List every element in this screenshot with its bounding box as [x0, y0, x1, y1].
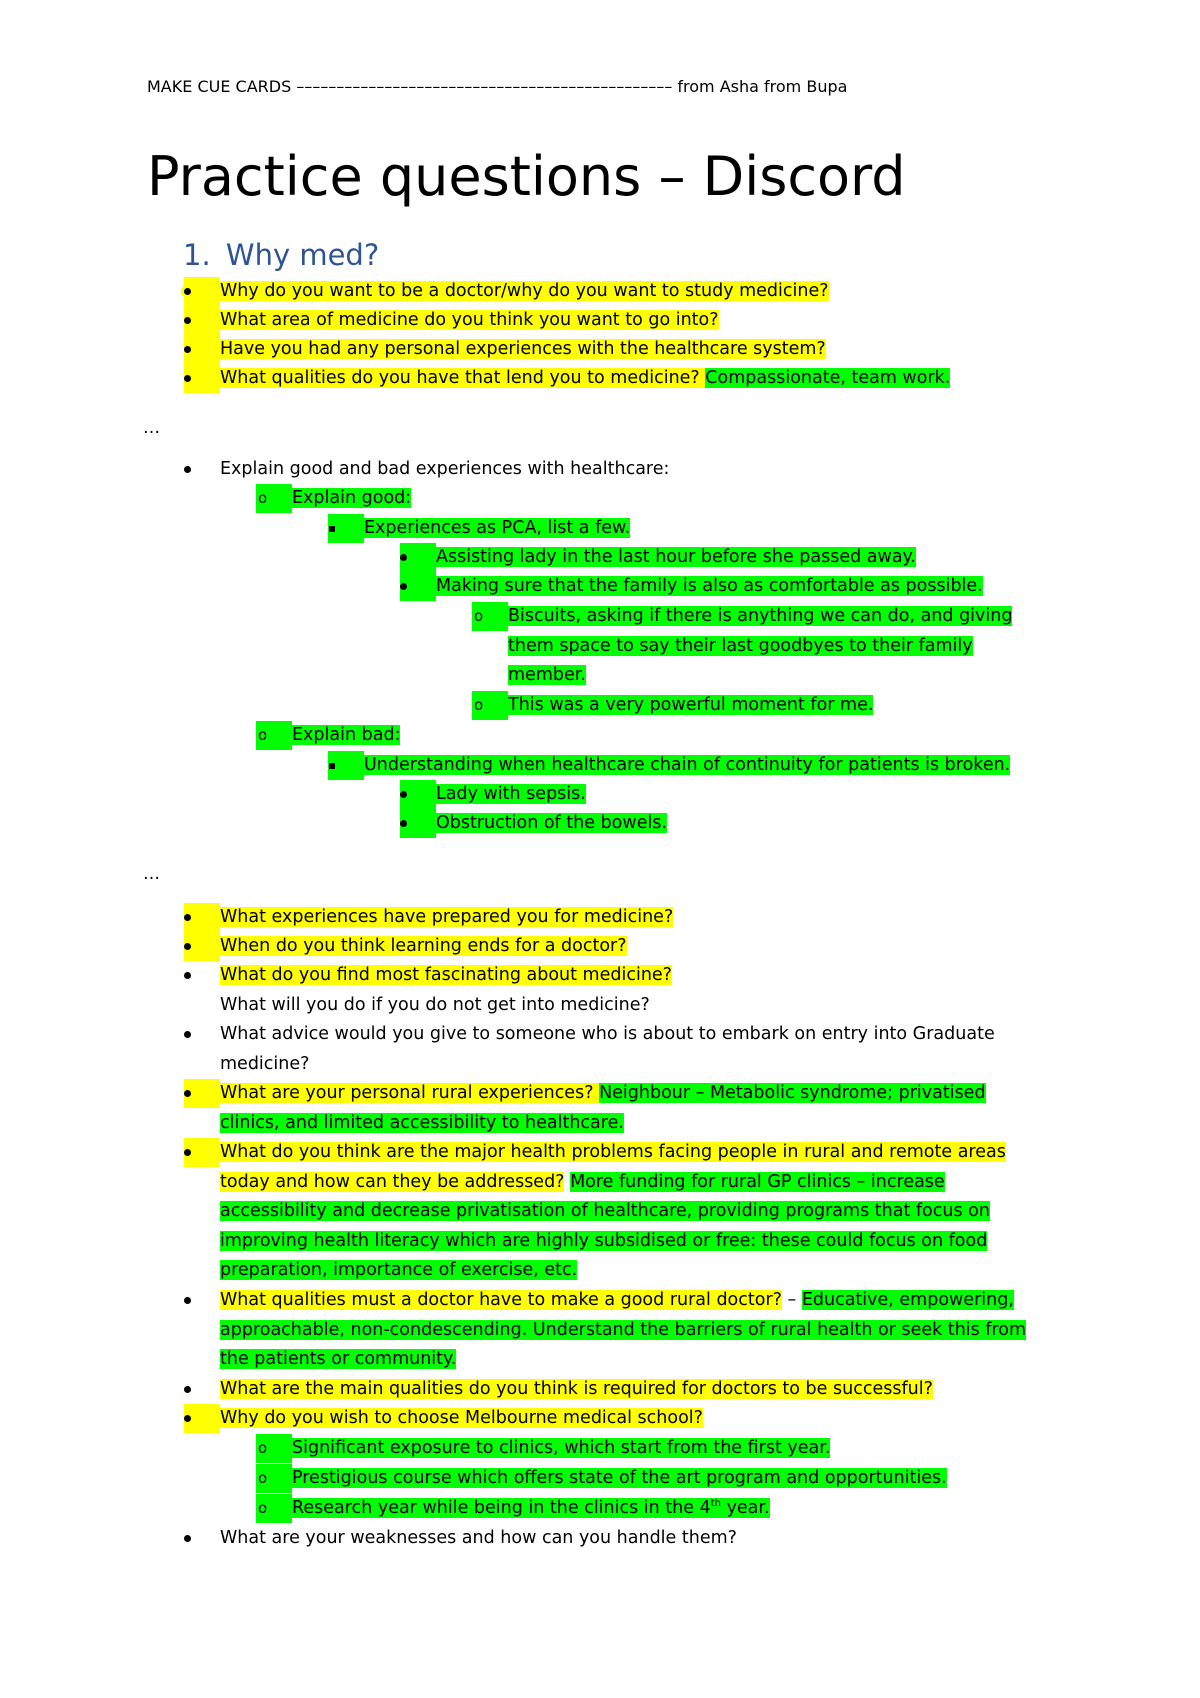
bullet-dot-icon	[400, 820, 407, 827]
question-text: What qualities must a doctor have to make a good rural doctor?	[220, 1290, 782, 1310]
list-item	[472, 602, 1012, 691]
list-item	[328, 514, 630, 544]
list-item	[184, 1404, 703, 1434]
list-item	[256, 484, 411, 514]
page-title: Practice questions – Discord	[147, 145, 906, 208]
list-item	[256, 1464, 947, 1494]
bullet-circle-icon: o	[258, 489, 268, 507]
bullet-dot-icon	[184, 943, 191, 950]
answer-text: Understanding when healthcare chain of continuity for patients is broken.	[364, 755, 1011, 775]
bullet-dot-icon	[184, 375, 191, 382]
list-item	[184, 1375, 933, 1405]
answer-text: clinics, and limited accessibility to healthcare.	[220, 1112, 624, 1133]
answer-text: Obstruction of the bowels.	[436, 813, 668, 833]
question-text: When do you think learning ends for a doctor?	[220, 936, 627, 956]
ellipsis: …	[143, 418, 160, 438]
bullet-circle-icon: o	[474, 696, 484, 714]
answer-text: This was a very powerful moment for me.	[508, 695, 874, 715]
list-item	[184, 1138, 1006, 1286]
bullet-dot-icon	[184, 346, 191, 353]
question-text: What experiences have prepared you for medicine?	[220, 907, 674, 927]
list-item	[256, 1494, 770, 1524]
answer-text: More funding for rural GP clinics – increase	[570, 1171, 945, 1192]
list-item	[400, 809, 667, 839]
bullet-dot-icon	[184, 466, 191, 473]
bullet-dot-icon	[184, 1386, 191, 1393]
answer-text: member.	[508, 665, 586, 685]
bullet-dot-icon	[184, 1149, 191, 1156]
bullet-dot-icon	[400, 791, 407, 798]
bullet-dot-icon	[184, 288, 191, 295]
list-item	[400, 572, 983, 602]
answer-text: preparation, importance of exercise, etc.	[220, 1260, 578, 1280]
answer-text: Experiences as PCA, list a few.	[364, 518, 631, 538]
answer-text: them space to say their last goodbyes to their family	[508, 635, 973, 656]
answer-text: approachable, non-condescending. Understand the barriers of rural health or seek this from	[220, 1319, 1027, 1340]
bullet-circle-icon: o	[258, 1439, 268, 1457]
answer-text: improving health literacy which are highly subsidised or free: these could focus on food	[220, 1230, 988, 1251]
question-text: Why do you wish to choose Melbourne medical school?	[220, 1408, 703, 1428]
bullet-circle-icon: o	[258, 1499, 268, 1517]
header-note: MAKE CUE CARDS ––––––––––––––––––––––––––––––––––––––––––––––– from Asha from Bupa	[147, 77, 848, 96]
question-text: What are your weaknesses and how can you handle them?	[220, 1528, 737, 1548]
section-heading-text: Why med?	[225, 238, 380, 272]
bullet-dot-icon	[400, 554, 407, 561]
answer-text: Significant exposure to clinics, which start from the first year.	[292, 1438, 831, 1458]
question-text: What area of medicine do you think you want to go into?	[220, 310, 719, 330]
answer-text: Assisting lady in the last hour before she passed away.	[436, 547, 916, 567]
question-text: What qualities do you have that lend you to medicine?	[220, 368, 700, 388]
section-heading	[183, 237, 379, 273]
bullet-dot-icon	[184, 914, 191, 921]
bullet-dot-icon	[184, 1090, 191, 1097]
list-item	[184, 932, 627, 962]
bullet-square-icon	[329, 526, 335, 532]
bullet-dot-icon	[184, 1415, 191, 1422]
question-text: What will you do if you do not get into medicine?	[220, 994, 650, 1015]
bullet-dot-icon	[184, 972, 191, 979]
list-item	[184, 277, 829, 307]
bullet-dot-icon	[184, 1535, 191, 1542]
question-text: What are the main qualities do you think is required for doctors to be successful?	[220, 1379, 933, 1399]
question-text: What do you find most fascinating about medicine?	[220, 965, 672, 985]
question-text: What advice would you give to someone who is about to embark on entry into Graduate	[220, 1024, 995, 1044]
answer-text: Compassionate, team work.	[705, 368, 951, 388]
list-item	[256, 1434, 830, 1464]
bullet-dot-icon	[184, 1031, 191, 1038]
answer-text: accessibility and decrease privatisation of healthcare, providing programs that focus on	[220, 1201, 990, 1221]
question-text: Why do you want to be a doctor/why do you want to study medicine?	[220, 281, 829, 301]
question-text: medicine?	[220, 1053, 310, 1074]
ellipsis: …	[143, 864, 160, 884]
good-label: Explain good:	[292, 488, 412, 508]
list-item	[400, 780, 586, 810]
answer-text: Lady with sepsis.	[436, 784, 586, 804]
list-item	[184, 364, 950, 394]
bullet-dot-icon	[184, 1297, 191, 1304]
list-item	[400, 543, 916, 573]
list-item	[184, 306, 719, 336]
question-text: What are your personal rural experiences?	[220, 1083, 594, 1103]
list-item	[184, 1286, 1026, 1375]
list-item	[184, 455, 669, 485]
bullet-circle-icon: o	[474, 607, 484, 625]
bullet-circle-icon: o	[258, 726, 268, 744]
answer-text: Research year while being in the clinics in the 4th year.	[292, 1498, 770, 1518]
list-item	[184, 1524, 737, 1554]
list-item	[184, 335, 826, 365]
bad-label: Explain bad:	[292, 725, 401, 745]
list-item	[184, 1020, 995, 1079]
bullet-dot-icon	[400, 583, 407, 590]
section-number: 1.	[183, 238, 211, 272]
dash: –	[781, 1290, 802, 1310]
list-item	[472, 691, 873, 721]
answer-text: Making sure that the family is also as comfortable as possible.	[436, 576, 983, 596]
question-text: Have you had any personal experiences with the healthcare system?	[220, 339, 826, 359]
bullet-dot-icon	[184, 317, 191, 324]
list-item	[328, 751, 1010, 781]
list-item	[184, 1079, 986, 1138]
list-item	[256, 721, 400, 751]
answer-text: Prestigious course which offers state of the art program and opportunities.	[292, 1468, 947, 1488]
answer-text: the patients or community.	[220, 1349, 457, 1369]
list-item	[184, 961, 672, 1020]
list-item	[184, 903, 673, 933]
intro-text: Explain good and bad experiences with healthcare:	[220, 459, 670, 479]
bullet-square-icon	[329, 763, 335, 769]
question-text: today and how can they be addressed?	[220, 1171, 565, 1192]
answer-text: Educative, empowering,	[801, 1290, 1014, 1310]
answer-text: Biscuits, asking if there is anything we can do, and giving	[508, 606, 1013, 626]
answer-text: Neighbour – Metabolic syndrome; privatised	[599, 1083, 986, 1103]
question-text: What do you think are the major health problems facing people in rural and remote areas	[220, 1142, 1006, 1162]
bullet-circle-icon: o	[258, 1469, 268, 1487]
